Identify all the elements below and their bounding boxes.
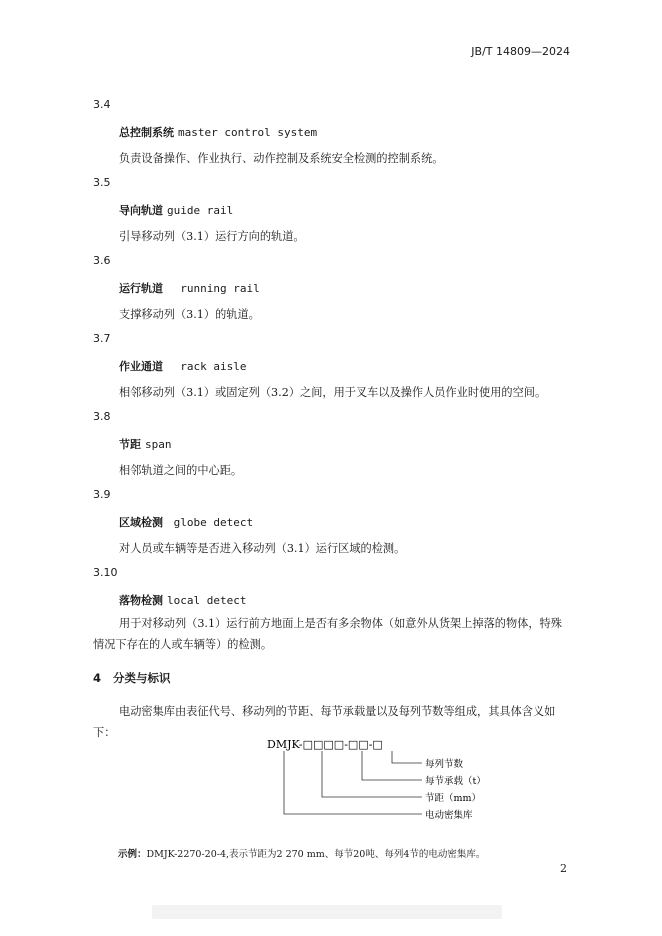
term-title-en: master control system	[178, 126, 318, 139]
page-number: 2	[560, 862, 567, 875]
example-note	[118, 846, 485, 860]
example-text: DMJK-2270-20-4,表示节距为2 270 mm、每节20吨、每列4节的电动密集库。	[146, 849, 486, 860]
term-definition: 相邻移动列（3.1）或固定列（3.2）之间，用于叉车以及操作人员作业时使用的空间。	[119, 386, 547, 399]
term-definition: 相邻轨道之间的中心距。	[119, 464, 243, 477]
label-product-type: 电动密集库	[425, 810, 473, 821]
term-number: 3.8	[93, 410, 111, 423]
term-definition: 对人员或车辆等是否进入移动列（3.1）运行区域的检测。	[119, 542, 406, 555]
example-label: 示例：	[118, 849, 147, 860]
term-number: 3.10	[93, 566, 118, 579]
leader-lines	[284, 751, 422, 814]
term-number: 3.5	[93, 176, 111, 189]
term-title	[119, 202, 233, 218]
term-title-zh: 区域检测	[119, 516, 163, 529]
term-number: 3.6	[93, 254, 111, 267]
term-definition: 负责设备操作、作业执行、动作控制及系统安全检测的控制系统。	[119, 152, 444, 165]
term-title-en: local detect	[167, 594, 247, 607]
term-number: 3.7	[93, 332, 111, 345]
section-heading: 4 分类与标识	[93, 671, 171, 685]
term-number: 3.9	[93, 488, 111, 501]
term-title-zh: 总控制系统	[119, 126, 174, 139]
term-number: 3.4	[93, 98, 111, 111]
term-title	[119, 124, 317, 140]
label-span: 节距（mm）	[425, 793, 482, 804]
label-sections-per-row: 每列节数	[425, 759, 464, 770]
code-format: DMJK-□□□□-□□-□	[267, 738, 383, 751]
term-title-en: globe detect	[167, 516, 254, 529]
term-title-zh: 节距	[119, 438, 141, 451]
term-title-en: span	[145, 438, 172, 451]
term-title-zh: 落物检测	[119, 594, 163, 607]
term-title-en: running rail	[167, 282, 260, 295]
code-structure-diagram	[262, 736, 502, 826]
document-id: JB/T 14809—2024	[471, 45, 570, 58]
term-title-en: rack aisle	[167, 360, 247, 373]
term-definition: 用于对移动列（3.1）运行前方地面上是否有多余物体（如意外从货架上掉落的物体，特殊情况下存在的人或车辆等）的检测。	[93, 617, 562, 651]
term-title	[119, 358, 246, 374]
term-definition: 支撑移动列（3.1）的轨道。	[119, 308, 260, 321]
term-title	[119, 514, 253, 530]
term-title	[119, 436, 172, 452]
term-title-zh: 作业通道	[119, 360, 163, 373]
footer-watermark-band	[152, 905, 502, 919]
label-load-per-section: 每节承载（t）	[425, 776, 486, 787]
term-title-zh: 导向轨道	[119, 204, 163, 217]
term-title	[119, 280, 260, 296]
term-title-zh: 运行轨道	[119, 282, 163, 295]
term-definition: 引导移动列（3.1）运行方向的轨道。	[119, 230, 305, 243]
term-title-en: guide rail	[167, 204, 234, 217]
term-title	[119, 592, 246, 608]
section-intro: 电动密集库由表征代号、移动列的节距、每节承载量以及每列节数等组成，其具体含义如下：	[93, 705, 556, 739]
